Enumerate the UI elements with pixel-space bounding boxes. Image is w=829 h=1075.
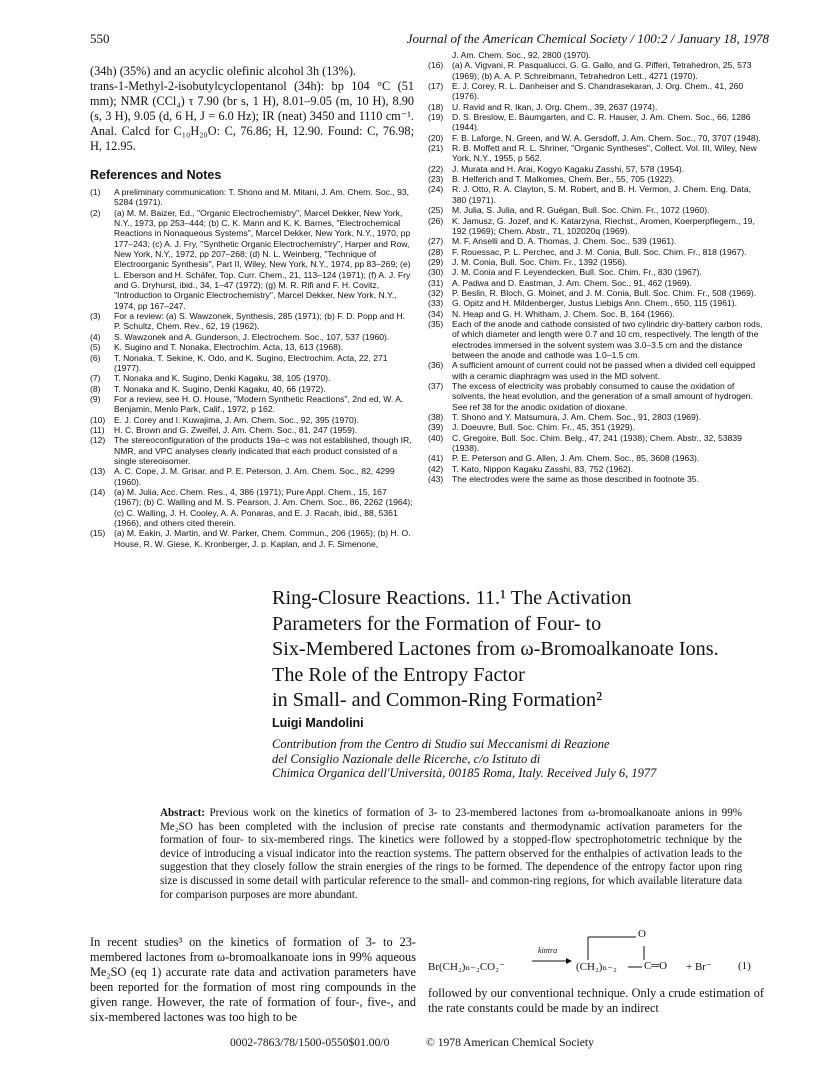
right-paragraph: followed by our conventional technique. Only a crude estimation of the rate constants could be made by an indirect	[428, 986, 764, 1016]
author-name: Luigi Mandolini	[272, 716, 364, 730]
reference-number: (42)	[428, 463, 444, 474]
reference-number: (21)	[428, 143, 444, 154]
reference-number: (19)	[428, 112, 444, 123]
reference-item	[428, 422, 764, 432]
reference-item	[90, 208, 414, 311]
reference-number: (32)	[428, 287, 444, 298]
reference-item	[428, 205, 764, 215]
reference-number: (23)	[428, 174, 444, 185]
reference-number: (34)	[428, 308, 444, 319]
reference-number: (38)	[428, 412, 444, 423]
reference-text: P. Beslin, R. Bloch, G. Moinet, and J. M. Conia, Bull. Soc. Chim. Fr., 508 (1969).	[452, 287, 757, 298]
lactone-ring-bonds	[586, 934, 648, 968]
reference-item	[428, 50, 764, 60]
reference-text: U. Ravid and R. Ikan, J. Org. Chem., 39, 2637 (1974).	[452, 101, 658, 112]
eq-byproduct: + Br⁻	[686, 961, 712, 973]
title-line: Ring-Closure Reactions. 11.¹ The Activation	[272, 587, 632, 609]
reference-number: (22)	[428, 163, 444, 174]
reference-item	[428, 433, 764, 454]
reference-item	[428, 412, 764, 422]
references-heading: References and Notes	[90, 168, 222, 182]
reference-item	[90, 311, 414, 332]
reference-item	[428, 81, 764, 102]
reference-item	[90, 384, 414, 394]
compound-note: (34h) (35%) and an acyclic olefinic alcohol 3h (13%).	[90, 64, 356, 78]
references-list-right	[428, 50, 764, 484]
reference-number: (35)	[428, 318, 444, 329]
reference-text: J. Doeuvre, Bull. Soc. Chim. Fr., 45, 351 (1929).	[452, 422, 635, 433]
reference-number: (40)	[428, 432, 444, 443]
reference-text: A sufficient amount of current could not be passed when a divided cell equipped with a ceramic diaphragm was used in the MD solvent.	[452, 360, 756, 381]
reference-number: (39)	[428, 422, 444, 433]
reference-item	[428, 236, 764, 246]
reference-number: (36)	[428, 360, 444, 371]
reference-number: (33)	[428, 298, 444, 309]
reference-text: M. F. Anselli and D. A. Thomas, J. Chem. Soc., 539 (1961).	[452, 236, 677, 247]
reference-text: The electrodes were the same as those described in footnote 35.	[452, 474, 699, 485]
reference-number: (37)	[428, 381, 444, 391]
abstract-label: Abstract:	[160, 807, 205, 819]
reference-text: T. Kato, Nippon Kagaku Zasshi, 83, 752 (1962).	[452, 463, 634, 474]
reference-number: (28)	[428, 246, 444, 257]
reference-text: A preliminary communication: T. Shono and M. Mitani, J. Am. Chem. Soc., 93, 5284 (1971).	[114, 187, 410, 208]
reference-number: (14)	[90, 486, 106, 497]
article-title	[272, 586, 772, 714]
right-column	[428, 50, 764, 484]
article-code: 0002-7863/78/1500-0550$01.00/0	[230, 1036, 390, 1049]
reference-item	[428, 247, 764, 257]
reference-item	[428, 267, 764, 277]
reference-item	[90, 466, 414, 487]
reference-number: (9)	[90, 393, 101, 404]
reference-number: (18)	[428, 101, 444, 112]
reference-number	[428, 50, 452, 60]
reference-number: (1)	[90, 187, 101, 197]
reference-number: (17)	[428, 81, 444, 92]
reference-text: K. Sugino and T. Nonaka, Electrochim. Acta, 13, 613 (1968).	[114, 342, 344, 353]
reference-text: F. B. Laforge, N. Green, and W. A. Gersdoff, J. Am. Chem. Soc., 70, 3707 (1948).	[452, 132, 761, 143]
reference-text: For a review: (a) S. Wawzonek, Synthesis, 285 (1971); (b) F. D. Popp and H. P. Schultz, Chem. Rev., 62, 19 (1962).	[114, 311, 406, 332]
reference-text: J. M. Conia, Bull. Soc. Chim. Fr., 1392 (1956).	[452, 256, 628, 267]
reference-text: (a) M. M. Baizer, Ed., "Organic Electrochemistry", Marcel Dekker, New York, N.Y., 1973, pp 253–444; (b) C. K. Mann and K. K. Barnes, "Electrochemical Reactions in Nonaqueous Systems", Marcel Dekker, New York, N.Y., 1970, pp 177–243; (c) A. J. Fry, "Synthetic Organic Electrochemistry", Harper and Row, New York, N.Y., 1972, pp 207–268; (d) N. L. Weinberg, "Technique of Electroorganic Synthesis", Part II, Wiley, New York, N.Y., 1974, pp 83–269; (e) L. Eberson and H. Schäfer, Top. Curr. Chem., 21, 113–124 (1971); (f) A. J. Fry and G. Dryhurst, ibid., 34, 1–47 (1972); (g) M. R. Rifi and F. H. Covitz, "Introduction to Organic Electrochemistry", Marcel Dekker, New York, N.Y., 1974, pp 167–247.	[114, 207, 411, 311]
eq-ring-oxygen: O	[638, 928, 646, 940]
reference-text: E. J. Corey and I. Kuwajima, J. Am. Chem. Soc., 92, 395 (1970).	[114, 414, 360, 425]
reference-item	[90, 394, 414, 415]
reference-number: (7)	[90, 373, 101, 384]
affiliation-line: del Consiglio Nazionale delle Ricerche, c/o Istituto di	[272, 751, 541, 766]
reference-text: T. Nonaka, T. Sekine, K. Odo, and K. Sugino, Electrochim. Acta, 22, 271 (1977).	[114, 352, 388, 373]
reference-number: (12)	[90, 435, 106, 446]
reference-text: R. J. Otto, R. A. Clayton, S. M. Robert, and B. H. Vermon, J. Chem. Eng. Data, 380 (1971).	[452, 184, 751, 205]
title-line: The Role of the Entropy Factor	[272, 663, 525, 686]
reference-text: A. C. Cope, J. M. Grisar, and P. E. Peterson, J. Am. Chem. Soc., 82, 4299 (1960).	[114, 466, 395, 487]
reference-item	[428, 174, 764, 184]
reference-text: C. Gregoire, Bull. Soc. Chim. Belg., 47, 241 (1938); Chem. Abstr., 32, 53839 (1938).	[452, 432, 742, 454]
reference-text: M. Julia, S. Julia, and R. Guégan, Bull. Soc. Chim. Fr., 1072 (1960).	[452, 205, 710, 216]
reference-text: R. B. Moffett and R. L. Shriner, "Organic Syntheses", Collect. Vol. III, Wiley, New York, N.Y., 1955, p 562.	[452, 143, 757, 164]
reference-item	[428, 278, 764, 288]
affiliation-line: Chimica Organica dell'Università, 00185 Roma, Italy. Received July 6, 1977	[272, 766, 657, 780]
reference-item	[428, 298, 764, 308]
reference-number: (41)	[428, 453, 444, 464]
reference-text: J. M. Conia and F. Leyendecken, Bull. Soc. Chim. Fr., 830 (1967).	[452, 267, 702, 278]
reference-item	[428, 60, 764, 81]
reference-item	[428, 288, 764, 298]
eq-product-chain: (CH₂)ₙ₋₂	[576, 961, 617, 973]
reference-item	[428, 464, 764, 474]
reference-text: J. Murata and H. Arai, Kogyo Kagaku Zasshi, 57, 578 (1954).	[452, 163, 685, 174]
reference-number: (24)	[428, 184, 444, 195]
reference-item	[428, 164, 764, 174]
reference-item	[428, 453, 764, 463]
eq-rate-constant: kintra	[538, 946, 558, 955]
reference-text: (a) M. Eakin, J. Martin, and W. Parker, Chem. Commun., 206 (1965); (b) H. O. House, R. W. Giese, K. Kronberger, J. p. Kaplan, and J. F. Simenone,	[114, 528, 411, 549]
reference-item	[428, 319, 764, 360]
reference-item	[90, 342, 414, 352]
reference-text: G. Opitz and H. Mildenberger, Justus Liebigs Ann. Chem., 650, 115 (1961).	[452, 298, 738, 309]
reference-number: (16)	[428, 60, 444, 71]
reference-text: S. Wawzonek and A. Gunderson, J. Electrochem. Soc., 107, 537 (1960).	[114, 331, 390, 342]
reference-item	[428, 381, 764, 412]
reference-item	[428, 474, 764, 484]
reference-number: (25)	[428, 205, 444, 216]
intro-paragraph: In recent studies³ on the kinetics of formation of 3- to 23-membered lactones from ω-bromoalkanoate ions in 99% aqueous Me₂SO (eq 1) accurate rate data and activation parameters have been reported for the formation of most ring compounds in the given range. However, the rate of formation of four-, five-, and six-membered lactones was too high to be	[90, 935, 416, 1025]
reference-text: J. Am. Chem. Soc., 92, 2800 (1970).	[452, 50, 592, 60]
affiliation-line: Contribution from the Centro di Studio sui Meccanismi di Reazione	[272, 737, 610, 751]
reference-text: B. Helferich and T. Malkomes, Chem. Ber., 55, 705 (1922).	[452, 174, 675, 185]
reference-item	[428, 360, 764, 381]
title-line: Six-Membered Lactones from ω-Bromoalkanoate Ions.	[272, 638, 719, 660]
page-number: 550	[90, 31, 110, 46]
reference-item	[90, 528, 414, 549]
reference-text: A. Padwa and D. Eastman, J. Am. Chem. Soc., 91, 462 (1969).	[452, 277, 692, 288]
journal-running-head: Journal of the American Chemical Society / 100:2 / January 18, 1978	[406, 31, 769, 46]
reference-item	[428, 102, 764, 112]
reference-text: T. Nonaka and K. Sugino, Denki Kagaku, 38, 105 (1970).	[114, 373, 331, 384]
reference-item	[428, 257, 764, 267]
reference-number: (20)	[428, 132, 444, 143]
reference-item	[428, 112, 764, 133]
reference-item	[90, 435, 414, 466]
reference-item	[90, 353, 414, 374]
reference-item	[90, 425, 414, 435]
reference-item	[90, 332, 414, 342]
reference-text: The stereoconfiguration of the products 19a–c was not established, though IR, NMR, and VPC analyses clearly indicated that each product consisted of a single stereoisomer.	[114, 435, 412, 466]
reference-item	[428, 309, 764, 319]
reference-text: E. J. Corey, R. L. Danheiser and S. Chandrasekaran, J. Org. Chem., 41, 260 (1976).	[452, 81, 744, 102]
eq-number: (1)	[738, 960, 751, 972]
reference-text: (a) M. Julia, Acc. Chem. Res., 4, 386 (1971); Pure Appl. Chem., 15, 167 (1967); (b) C. Walling and M. S. Pearson, J. Am. Chem. Soc., 86, 2262 (1964); (c) C. Walling, J. H. Cooley, A. A. Ponaras, and E. J. Racah, ibid., 88, 5361 (1966), and others cited therein.	[114, 486, 413, 528]
reference-number: (31)	[428, 277, 444, 288]
reference-number: (27)	[428, 236, 444, 247]
reference-number: (15)	[90, 528, 106, 539]
reference-number: (8)	[90, 383, 101, 394]
reference-text: F. Rouessac, P. L. Perchec, and J. M. Conia, Bull. Soc. Chim. Fr., 818 (1967).	[452, 246, 747, 257]
abstract-text: Previous work on the kinetics of formation of 3- to 23-membered lactones from ω-bromoalkanoate anions in 99% Me₂SO has been completed with the inclusion of precise rate constants and thermodynamic activation parameters for the formation of four- to six-membered rings. The kinetics were followed by a stopped-flow spectrophotometric technique by the device of introducing a visual indicator into the reaction systems. The pattern observed for the enthalpies of activation leads to the suggestion that they closely follow the strain energies of the rings to be formed. The dependence of the entropy factor upon ring size is discussed in some detail with particular reference to the small- and common-ring regions, for which available literature data for comparison purposes are more abundant.	[160, 807, 742, 901]
reference-item	[90, 187, 414, 208]
reference-text: For a review, see H. O. House, "Modern Synthetic Reactions", 2nd ed, W. A. Benjamin, Menlo Park, Calif., 1972, p 162.	[114, 393, 404, 415]
reference-text: N. Heap and G. H. Whitham, J. Chem. Soc. B, 164 (1966).	[452, 308, 675, 319]
reference-number: (2)	[90, 207, 101, 218]
abstract	[160, 807, 742, 902]
reference-item	[90, 373, 414, 383]
copyright: © 1978 American Chemical Society	[426, 1036, 594, 1049]
affiliation	[272, 737, 792, 781]
page-header	[90, 31, 769, 49]
eq-carbonyl: C═O	[644, 960, 668, 972]
reference-text: Each of the anode and cathode consisted of two cylindric dry-battery carbon rods, of which diameter and length were 0.7 and 10 cm, respectively. The length of the electrodes immersed in the solvent system was 3.0–3.5 cm and the distance between the anode and cathode was 1.0–1.5 cm.	[452, 318, 763, 360]
equation-1	[428, 928, 768, 978]
reference-text: The excess of electricity was probably consumed to cause the oxidation of solvents, the heat evolution, and the generation of a small amount of hydrogen. See ref 38 for the anodic oxidation of dioxane.	[452, 381, 753, 412]
reference-text: H. C. Brown and G. Zweifel, J. Am. Chem. Soc., 81, 247 (1959).	[114, 424, 358, 435]
reference-number: (43)	[428, 474, 444, 485]
reference-number: (6)	[90, 352, 101, 363]
title-line: Parameters for the Formation of Four- to	[272, 612, 602, 635]
reference-item	[428, 133, 764, 143]
reaction-arrow-icon	[532, 956, 572, 966]
eq-reactant: Br(CH₂)ₙ₋₂CO₂⁻	[428, 961, 505, 973]
reference-text: P. E. Peterson and G. Allen, J. Am. Chem. Soc., 85, 3608 (1963).	[452, 453, 700, 464]
reference-item	[428, 216, 764, 237]
reference-number: (30)	[428, 267, 444, 278]
reference-number: (29)	[428, 256, 444, 267]
title-line: in Small- and Common-Ring Formation²	[272, 689, 603, 711]
reference-text: T. Shono and Y. Matsumura, J. Am. Chem. Soc., 91, 2803 (1969).	[452, 412, 702, 423]
compound-data: trans-1-Methyl-2-isobutylcyclopentanol (34h): bp 104 °C (51 mm); NMR (CCl₄) τ 7.90 (br s, 1 H), 8.01–9.05 (m, 10 H), 8.90 (s, 3 H), 9.05 (d, 6 H, J = 6.0 Hz); IR (neat) 3450 and 1110 cm⁻¹. Anal. Calcd for C₁₀H₂₀O: C, 76.86; H, 12.90. Found: C, 76.98; H, 12.95.	[90, 79, 414, 153]
left-column	[90, 64, 414, 549]
reference-text: T. Nonaka and K. Sugino, Denki Kagaku, 40, 66 (1972).	[114, 383, 326, 394]
reference-text: (a) A. Vigvani, R. Pasqualucci, G. G. Gallo, and G. Pifferi, Tetrahedron, 25, 573 (1969); (b) A. A. P. Schreibmann, Tetrahedron Lett., 4271 (1970).	[452, 60, 752, 81]
reference-item	[90, 487, 414, 528]
reference-text: K. Jamusz, G. Jozef, and K. Katarzyna, Riechst., Aromen, Koerperpflegem., 19, 192 (1969); Chem. Abstr., 71, 102020q (1969).	[452, 215, 755, 236]
reference-item	[90, 415, 414, 425]
reference-item	[428, 184, 764, 205]
references-list-left	[90, 187, 414, 549]
reference-number: (13)	[90, 466, 106, 477]
reference-number: (4)	[90, 331, 101, 342]
reference-number: (26)	[428, 215, 444, 226]
reference-number: (10)	[90, 414, 106, 425]
reference-text: D. S. Breslow, E. Baumgarten, and C. R. Hauser, J. Am. Chem. Soc., 66, 1286 (1944).	[452, 112, 751, 133]
reference-number: (11)	[90, 424, 105, 435]
reference-number: (3)	[90, 311, 101, 322]
reference-item	[428, 143, 764, 164]
reference-number: (5)	[90, 342, 101, 353]
